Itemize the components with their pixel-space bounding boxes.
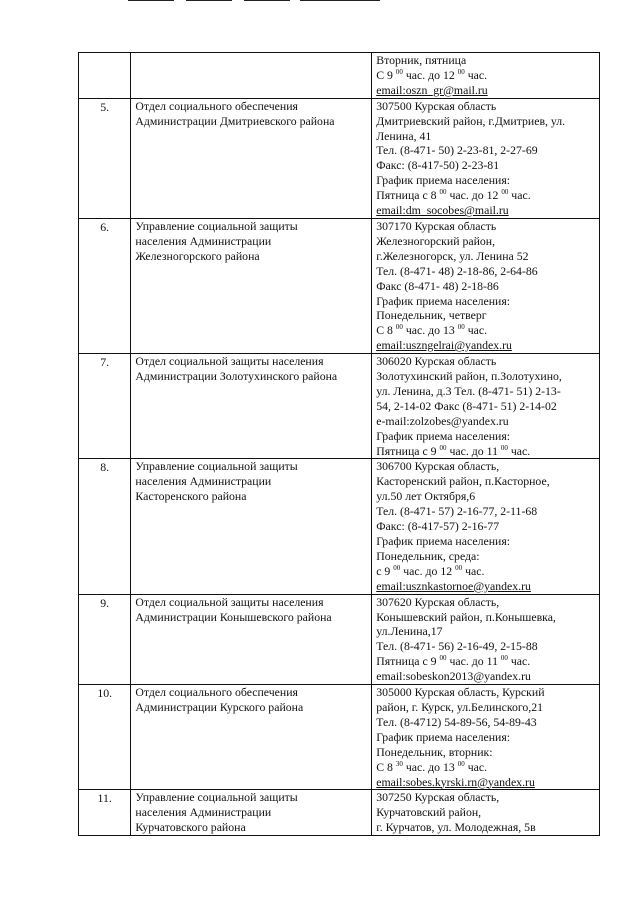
row-number: 8. — [79, 459, 131, 594]
contact-line: Тел. (8-471- 50) 2-23-81, 2-27-69 — [376, 143, 538, 158]
office-name-line: Администрации Дмитриевского района — [135, 113, 335, 128]
contact-line: Понедельник, вторник: — [376, 744, 493, 759]
time-minutes: 00 — [455, 563, 463, 572]
hours-text: час. до 12 — [400, 563, 456, 578]
contact-line: Тел. (8-4712) 54-89-56, 54-89-43 — [376, 714, 537, 729]
contact-line: Ленина, 41 — [376, 128, 432, 143]
contact-line: 307170 Курская область — [376, 218, 497, 233]
contact-line: Понедельник, четверг — [376, 308, 487, 323]
hours-text: час. — [464, 67, 488, 82]
contact-line: График приема населения: — [376, 173, 511, 188]
contact-line: Факс: (8-417-50) 2-23-81 — [376, 158, 500, 173]
contact-line: График приема населения: — [376, 729, 511, 744]
time-minutes: 00 — [395, 67, 403, 76]
contact-line: 54, 2-14-02 Факс (8-471- 51) 2-14-02 — [376, 398, 557, 413]
email-link[interactable]: email:oszn_gr@mail.ru — [376, 82, 488, 97]
office-name-line: Курчатовского района — [135, 820, 246, 835]
contact-line: Конышевский район, п.Конышевка, — [376, 609, 556, 624]
contact-line: График приема населения: — [376, 534, 511, 548]
office-contacts — [372, 685, 600, 790]
contact-line: Железногорский район, — [376, 233, 496, 248]
hours-text: Пятница с 9 — [376, 654, 440, 669]
email-link[interactable]: email:sobes.kyrski.rn@yandex.ru — [376, 774, 535, 789]
office-name — [131, 594, 372, 684]
hours-text: час. до 11 — [446, 654, 501, 669]
office-contacts — [372, 98, 600, 218]
table-row — [79, 354, 600, 459]
contact-line: Понедельник, среда: — [376, 548, 480, 563]
office-name — [131, 98, 372, 218]
contact-line: 307250 Курская область, — [376, 790, 500, 805]
contact-line: Касторенский район, п.Касторное, — [376, 474, 550, 489]
top-scan-marks — [0, 0, 640, 6]
office-contacts — [372, 459, 600, 594]
reception-hours — [376, 564, 595, 579]
table-row — [79, 685, 600, 790]
contact-line: Курчатовский район, — [376, 805, 482, 820]
contact-line: г.Железногорск, ул. Ленина 52 — [376, 248, 529, 263]
office-name-line: Администрации Курского района — [135, 699, 304, 714]
hours-text: час. — [464, 759, 488, 774]
contact-line: График приема населения: — [376, 293, 511, 308]
time-minutes: 00 — [500, 654, 508, 663]
contact-line: email:sobeskon2013@yandex.ru — [376, 669, 531, 684]
hours-text: час. до 12 — [446, 188, 502, 203]
time-minutes: 00 — [457, 759, 465, 768]
reception-hours — [376, 68, 595, 83]
hours-text: час. — [507, 654, 531, 669]
time-minutes: 00 — [393, 563, 401, 572]
time-minutes: 00 — [439, 654, 447, 663]
office-name-line: Отдел социального обеспечения — [135, 685, 298, 700]
contact-line: Тел. (8-471- 56) 2-16-49, 2-15-88 — [376, 639, 538, 654]
time-minutes: 00 — [501, 188, 509, 197]
row-number: 5. — [79, 98, 131, 218]
contact-line: 305000 Курская область, Курский — [376, 685, 545, 700]
office-name — [131, 790, 372, 836]
reception-hours — [376, 444, 595, 459]
reception-hours — [376, 188, 595, 203]
hours-text: час. до 11 — [446, 443, 501, 458]
row-number: 10. — [79, 685, 131, 790]
contact-line: Тел. (8-471- 57) 2-16-77, 2-11-68 — [376, 504, 538, 519]
office-name-line: Отдел социальной защиты населения — [135, 594, 324, 609]
time-minutes: 00 — [457, 323, 465, 332]
office-contacts — [372, 594, 600, 684]
office-name — [131, 459, 372, 594]
office-contacts — [372, 218, 600, 353]
table-row — [79, 594, 600, 684]
reception-hours — [376, 323, 595, 338]
contact-line: ул. Ленина, д.3 Тел. (8-471- 51) 2-13- — [376, 383, 561, 398]
office-name — [131, 354, 372, 459]
time-minutes: 00 — [457, 67, 465, 76]
contact-line: Факс (8-471- 48) 2-18-86 — [376, 278, 499, 293]
office-name-line: Отдел социального обеспечения — [135, 98, 298, 113]
office-name-line: населения Администрации — [135, 805, 272, 820]
hours-text: С 9 — [376, 67, 396, 82]
office-name-line: Управление социальной защиты — [135, 790, 298, 805]
row-number: 7. — [79, 354, 131, 459]
contact-line: ул.Ленина,17 — [376, 624, 443, 639]
hours-text: с 9 — [376, 563, 394, 578]
table-row — [79, 98, 600, 218]
office-name — [131, 53, 372, 99]
office-name-line: Касторенского района — [135, 489, 247, 504]
email-link[interactable]: email:uszngelrai@yandex.ru — [376, 338, 512, 353]
contact-line: 306020 Курская область — [376, 354, 497, 369]
table-row — [79, 53, 600, 99]
time-minutes: 30 — [395, 759, 403, 768]
hours-text: час. — [507, 443, 531, 458]
office-name-line: населения Администрации — [135, 474, 272, 489]
office-name-line: Отдел социальной защиты населения — [135, 354, 324, 369]
hours-text: С 8 — [376, 759, 396, 774]
hours-text: час. — [462, 563, 485, 578]
hours-text: Пятница с 8 — [376, 188, 440, 203]
email-link[interactable]: email:usznkastornoe@yandex.ru — [376, 578, 531, 593]
contact-line: Золотухинский район, п.Золотухино, — [376, 369, 562, 384]
contact-line: 307500 Курская область — [376, 98, 497, 113]
hours-text: час. — [508, 188, 531, 203]
contact-line: Вторник, пятница — [376, 53, 467, 67]
time-minutes: 00 — [500, 443, 508, 452]
hours-text: час. до 13 — [402, 323, 458, 338]
office-name — [131, 685, 372, 790]
reception-hours — [376, 654, 595, 669]
time-minutes: 00 — [439, 188, 447, 197]
table-row — [79, 790, 600, 836]
contact-line: Дмитриевский район, г.Дмитриев, ул. — [376, 113, 566, 128]
hours-text: С 8 — [376, 323, 396, 338]
contact-line: 306700 Курская область, — [376, 459, 500, 474]
table-row — [79, 459, 600, 594]
reception-hours — [376, 760, 595, 775]
contact-line: 307620 Курская область, — [376, 594, 500, 609]
contact-line: График приема населения: — [376, 428, 511, 443]
contact-line: г. Курчатов, ул. Молодежная, 5в — [376, 820, 536, 835]
office-contacts — [372, 354, 600, 459]
office-contacts — [372, 790, 600, 836]
office-name-line: Администрации Конышевского района — [135, 609, 332, 624]
office-name — [131, 218, 372, 353]
row-number — [79, 53, 131, 99]
contact-line: ул.50 лет Октября,6 — [376, 489, 476, 504]
time-minutes: 00 — [439, 443, 447, 452]
contact-line: Тел. (8-471- 48) 2-18-86, 2-64-86 — [376, 263, 538, 278]
office-name-line: Железногорского района — [135, 248, 260, 263]
email-link[interactable]: email:dm_socobes@mail.ru — [376, 203, 509, 218]
contact-line: район, г. Курск, ул.Белинского,21 — [376, 699, 544, 714]
contact-line: e-mail:zolzobes@yandex.ru — [376, 413, 509, 428]
hours-text: Пятница с 9 — [376, 443, 440, 458]
social-protection-offices-table — [78, 52, 600, 836]
office-name-line: Управление социальной защиты — [135, 218, 298, 233]
row-number: 9. — [79, 594, 131, 684]
contact-line: Факс: (8-417-57) 2-16-77 — [376, 519, 500, 534]
hours-text: час. до 12 — [402, 67, 458, 82]
time-minutes: 00 — [395, 323, 403, 332]
office-name-line: населения Администрации — [135, 233, 272, 248]
office-name-line: Управление социальной защиты — [135, 459, 298, 474]
row-number: 6. — [79, 218, 131, 353]
hours-text: час. до 13 — [402, 759, 458, 774]
office-contacts — [372, 53, 600, 99]
table-row — [79, 218, 600, 353]
hours-text: час. — [464, 323, 488, 338]
office-name-line: Администрации Золотухинского района — [135, 369, 338, 384]
row-number: 11. — [79, 790, 131, 836]
